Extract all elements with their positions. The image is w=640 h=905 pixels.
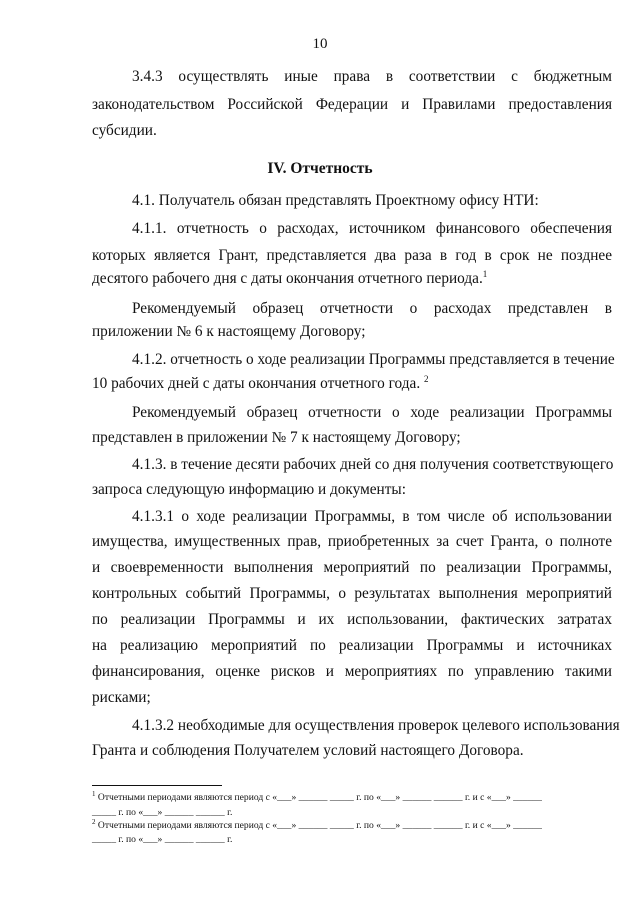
body-line: 4.1.3. в течение десяти рабочих дней со дня получения соответствующего: [132, 456, 614, 473]
body-line: Рекомендуемый образец отчетности о расходах представлен в: [132, 300, 612, 317]
body-line: 3.4.3 осуществлять иные права в соответствии с бюджетным: [132, 68, 612, 85]
footnote-ref: 2: [423, 373, 429, 384]
page-number: 10: [312, 36, 328, 52]
body-line: 4.1.2. отчетность о ходе реализации Программы представляется в течение: [132, 351, 615, 368]
footnote-mark: 1: [92, 789, 96, 798]
body-line: 4.1. Получатель обязан представлять Проектному офису НТИ:: [132, 192, 539, 209]
footnote-separator: [92, 785, 222, 786]
body-line: субсидии.: [92, 122, 157, 139]
body-line: [92, 374, 428, 394]
footnote-text: _____ г. по «___» ______ ______ г.: [92, 834, 233, 845]
body-line: которых является Грант, представляется два раза в год в срок не позднее: [92, 247, 612, 264]
body-line: законодательством Российской Федерации и Правилами предоставления: [92, 96, 612, 113]
body-line: Рекомендуемый образец отчетности о ходе реализации Программы: [132, 404, 612, 421]
footnote-text: Отчетными периодами являются период с «___» ______ _____ г. по «___» ______ ______ г. и с «___» ______: [97, 820, 542, 831]
footnote: [92, 834, 232, 846]
body-line: на реализацию мероприятий по реализации Программы и источниках: [92, 637, 612, 654]
body-line: Гранта и соблюдения Получателем условий настоящего Договора.: [92, 742, 524, 759]
body-line-text: десятого рабочего дня с даты окончания отчетного периода.: [92, 270, 483, 287]
body-line: 4.1.3.1 о ходе реализации Программы, в том числе об использовании: [132, 508, 612, 525]
footnote: [92, 807, 232, 819]
footnote-mark: 2: [92, 817, 96, 826]
body-line: запроса следующую информацию и документы:: [92, 481, 406, 498]
body-line: контрольных событий Программы, о результатах выполнения мероприятий: [92, 585, 612, 602]
footnote: [92, 817, 542, 832]
body-line: представлен в приложении № 7 к настоящему Договору;: [92, 429, 461, 446]
body-line: финансирования, оценке рисков и мероприятиях по управлению такими: [92, 663, 612, 680]
footnote: [92, 789, 542, 804]
body-line: 4.1.1. отчетность о расходах, источником финансового обеспечения: [132, 220, 612, 237]
footnote-ref: 1: [482, 268, 488, 279]
body-line: имущества, имущественных прав, приобретенных за счет Гранта, о полноте: [92, 533, 612, 550]
footnote-text: _____ г. по «___» ______ ______ г.: [92, 807, 233, 818]
body-line: и своевременности выполнения мероприятий по реализации Программы,: [92, 559, 612, 576]
footnote-text: Отчетными периодами являются период с «___» ______ _____ г. по «___» ______ ______ г. и с «___» ______: [97, 792, 542, 803]
section-heading: IV. Отчетность: [267, 160, 373, 177]
body-line: [92, 269, 487, 289]
body-line: приложении № 6 к настоящему Договору;: [92, 323, 366, 340]
body-line: 4.1.3.2 необходимые для осуществления проверок целевого использования: [132, 717, 620, 734]
body-line: рисками;: [92, 689, 151, 706]
body-line-text: 10 рабочих дней с даты окончания отчетного года.: [92, 375, 421, 392]
body-line: по реализации Программы и их использовании, фактических затратах: [92, 611, 612, 628]
